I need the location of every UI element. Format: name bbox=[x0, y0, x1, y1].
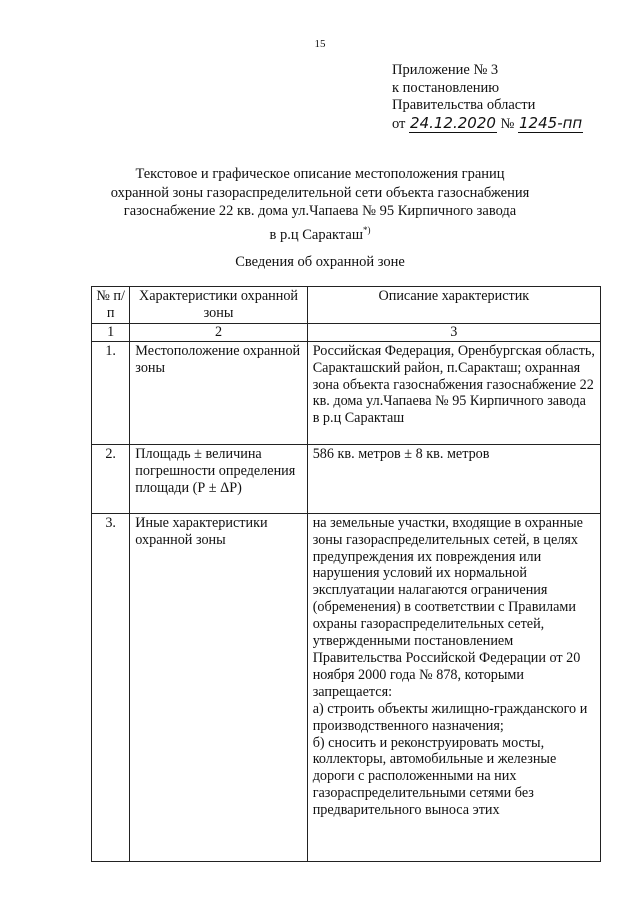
annex-date-line bbox=[392, 115, 583, 134]
table-index-row bbox=[92, 323, 601, 341]
document-title bbox=[100, 165, 540, 244]
title-line-4-text: в р.ц Саракташ bbox=[269, 226, 363, 243]
annex-title: Приложение № 3 bbox=[392, 62, 499, 78]
row-number: 3. bbox=[92, 513, 130, 861]
row-description-intro: на земельные участки, входящие в охранные зоны газораспределительных сетей, в целях предупреждения их повреждения или нарушения условий их нормальной эксплуатации налагаются ограничения (обременения) в соответствии с Правилами охраны газораспределительных сетей, утвержденными постановлением Правительства Российской Федерации от 20 ноября 2000 года № 878, которыми запрещается: bbox=[312, 514, 583, 700]
annex-line-3: Правительства области bbox=[392, 97, 536, 113]
row-characteristic: Местоположение охранной зоны bbox=[130, 341, 307, 444]
row-number: 1. bbox=[92, 341, 130, 444]
table-row bbox=[92, 513, 601, 861]
title-line-2: охранной зоны газораспределительной сети объекта газоснабжения bbox=[110, 184, 530, 201]
table-header-row bbox=[92, 287, 601, 324]
title-line-4 bbox=[100, 221, 540, 244]
row-description bbox=[307, 513, 600, 861]
row-description-item-a: а) строить объекты жилищно-гражданского и производственного назначения; bbox=[312, 700, 588, 734]
row-description-item-b: б) сносить и реконструировать мосты, коллекторы, автомобильные и железные дороги с расположенными на них газораспределительными сетями без предварительного выноса этих bbox=[312, 734, 557, 819]
page-number: 15 bbox=[314, 38, 326, 50]
footnote-mark: *) bbox=[363, 224, 371, 235]
section-subtitle: Сведения об охранной зоне bbox=[235, 254, 405, 270]
date-prefix: от bbox=[392, 115, 406, 132]
table-row bbox=[92, 444, 601, 513]
title-line-3: газоснабжение 22 кв. дома ул.Чапаева № 95 Кирпичного завода bbox=[123, 203, 517, 219]
annex-line-2: к постановлению bbox=[392, 79, 500, 96]
title-line-1: Текстовое и графическое описание местоположения границ bbox=[135, 166, 505, 182]
index-cell-1: 1 bbox=[92, 323, 130, 341]
table-row bbox=[92, 341, 601, 444]
handwritten-date: 24.12.2020 bbox=[410, 113, 496, 132]
protection-zone-table bbox=[91, 286, 601, 862]
annex-header bbox=[392, 62, 583, 133]
header-characteristics: Характеристики охранной зоны bbox=[130, 287, 307, 324]
row-number: 2. bbox=[92, 444, 130, 513]
number-prefix: № bbox=[500, 115, 515, 132]
row-characteristic: Иные характеристики охранной зоны bbox=[130, 513, 307, 861]
handwritten-number: 1245-пп bbox=[519, 113, 583, 132]
row-characteristic: Площадь ± величина погрешности определения площади (Р ± ΔР) bbox=[130, 444, 307, 513]
index-cell-2: 2 bbox=[130, 323, 307, 341]
index-cell-3: 3 bbox=[307, 323, 600, 341]
header-description: Описание характеристик bbox=[307, 287, 600, 324]
row-description: 586 кв. метров ± 8 кв. метров bbox=[307, 444, 600, 513]
row-description: Российская Федерация, Оренбургская область, Саракташский район, п.Саракташ; охранная зона объекта газоснабжения газоснабжение 22 кв. дома ул.Чапаева № 95 Кирпичного завода в р.ц Саракташ bbox=[307, 341, 600, 444]
header-number: № п/п bbox=[92, 287, 130, 324]
